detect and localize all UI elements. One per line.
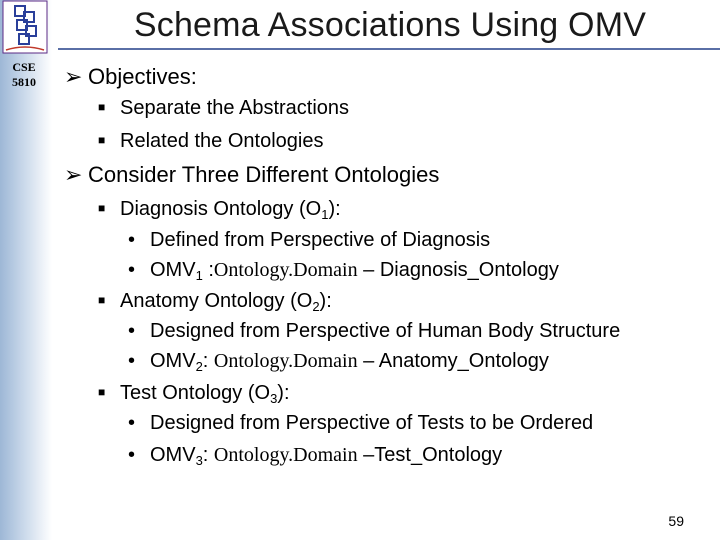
course-code-number: 5810 [12, 75, 36, 89]
page-number: 59 [668, 513, 684, 529]
omv-separator: : [202, 259, 214, 281]
bullet-related-text: Related the Ontologies [120, 130, 324, 152]
anatomy-ontology-suffix: ): [319, 290, 332, 312]
course-code [4, 60, 44, 90]
bullet-objectives-text: Objectives: [88, 64, 197, 89]
omv-separator: : [202, 444, 214, 466]
bullet-objectives [64, 64, 197, 90]
omv-value: –Test_Ontology [357, 444, 503, 466]
square-bullet-icon: ■ [98, 293, 106, 307]
dot-bullet-icon: • [128, 350, 136, 372]
diagnosis-subscript: 1 [321, 207, 329, 222]
omv-domain: Ontology.Domain [213, 259, 358, 281]
omv-subscript: 1 [195, 268, 203, 283]
anatomy-subscript: 2 [312, 299, 320, 314]
dot-bullet-icon: • [128, 259, 136, 281]
title-divider [58, 48, 720, 50]
bullet-diagnosis-omv [128, 259, 559, 282]
square-bullet-icon: ■ [98, 201, 106, 215]
dot-bullet-icon: • [128, 320, 136, 342]
anatomy-designed-text: Designed from Perspective of Human Body Structure [150, 320, 621, 342]
bullet-anatomy-ontology [98, 290, 332, 313]
bullet-consider-text: Consider Three Different Ontologies [88, 162, 440, 187]
bullet-separate [98, 97, 349, 120]
bullet-related [98, 130, 323, 153]
bullet-diagnosis-defined [128, 229, 490, 252]
dot-bullet-icon: • [128, 444, 136, 466]
test-ontology-suffix: ): [277, 382, 290, 404]
square-bullet-icon: ■ [98, 100, 106, 114]
arrow-bullet-icon: ➢ [64, 64, 83, 89]
diagnosis-ontology-suffix: ): [328, 198, 341, 220]
square-bullet-icon: ■ [98, 385, 106, 399]
bullet-anatomy-designed [128, 320, 620, 343]
omv-label: OMV [150, 259, 196, 281]
bullet-anatomy-omv [128, 350, 549, 373]
square-bullet-icon: ■ [98, 133, 106, 147]
test-subscript: 3 [270, 391, 278, 406]
omv-value: – Diagnosis_Ontology [357, 259, 559, 281]
omv-label: OMV [150, 350, 196, 372]
omv-separator: : [202, 350, 214, 372]
bullet-consider [64, 162, 439, 188]
test-designed-text: Designed from Perspective of Tests to be Ordered [150, 412, 594, 434]
test-ontology-label: Test Ontology (O [120, 382, 271, 404]
diagnosis-defined-text: Defined from Perspective of Diagnosis [150, 229, 491, 251]
omv-label: OMV [150, 444, 196, 466]
omv-domain: Ontology.Domain [213, 350, 358, 372]
bullet-test-ontology [98, 382, 290, 405]
slide-title: Schema Associations Using OMV [133, 6, 647, 44]
diagnosis-ontology-label: Diagnosis Ontology (O [120, 198, 322, 220]
bullet-test-designed [128, 412, 593, 435]
course-code-dept: CSE [12, 60, 36, 74]
omv-subscript: 2 [195, 359, 203, 374]
omv-subscript: 3 [195, 453, 203, 468]
bullet-test-omv [128, 444, 502, 467]
dot-bullet-icon: • [128, 412, 136, 434]
arrow-bullet-icon: ➢ [64, 162, 83, 187]
omv-value: – Anatomy_Ontology [357, 350, 549, 372]
omv-domain: Ontology.Domain [213, 444, 358, 466]
bullet-diagnosis-ontology [98, 198, 341, 221]
dot-bullet-icon: • [128, 229, 136, 251]
bullet-separate-text: Separate the Abstractions [120, 97, 350, 119]
anatomy-ontology-label: Anatomy Ontology (O [120, 290, 313, 312]
university-logo [2, 0, 48, 54]
